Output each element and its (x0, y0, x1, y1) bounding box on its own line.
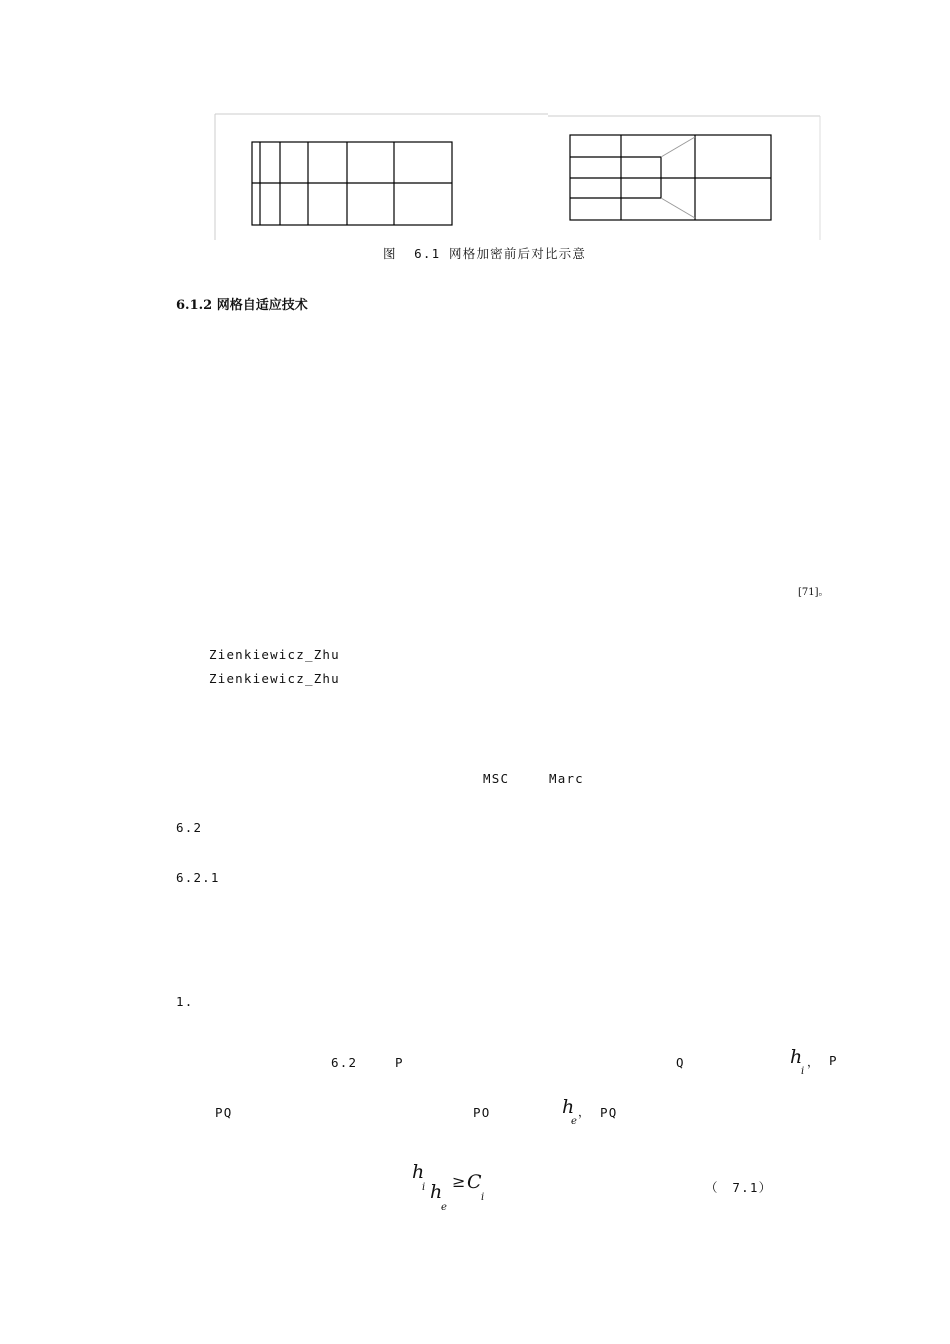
math-geq: ≥ (452, 1172, 466, 1191)
list-item: Zienkiewicz_Zhu (209, 671, 710, 686)
text-segment: Q (676, 1055, 767, 1070)
citation: [71]。 (798, 587, 829, 598)
text-line (176, 719, 724, 737)
text-line (176, 943, 724, 961)
text-marc: Marc (549, 771, 694, 786)
text-segment (176, 1053, 299, 1071)
text-line (176, 769, 436, 787)
math-h: h (562, 1096, 575, 1118)
math-c: C (467, 1171, 482, 1193)
list-item (209, 620, 634, 638)
text-segment: P (829, 1053, 838, 1068)
text-segment: 6.2 (331, 1055, 385, 1070)
text-line (176, 345, 724, 363)
item-1-title: 1. (176, 994, 249, 1009)
math-subscript-i: i (481, 1192, 485, 1203)
text-segment: PQ (600, 1105, 700, 1120)
text-line (176, 494, 724, 512)
math-denominator-h: h (430, 1181, 443, 1203)
text-line (176, 469, 724, 487)
text-line (176, 967, 573, 985)
list-item (209, 694, 647, 712)
math-separator: ， (578, 1105, 591, 1119)
text-line (176, 1141, 203, 1159)
text-segment: P (395, 1055, 651, 1070)
math-h: h (790, 1046, 803, 1068)
math-numerator-h: h (412, 1161, 425, 1183)
equation-number: （ 7.1） (705, 1180, 773, 1195)
math-subscript-i: i (801, 1066, 805, 1077)
figure-caption: 图 6.1 网格加密前后对比示意 (383, 246, 587, 261)
text-line (176, 395, 724, 413)
math-subscript-i: i (422, 1182, 426, 1193)
math-separator: ， (807, 1055, 820, 1069)
text-line (176, 918, 724, 936)
text-msc: MSC (483, 771, 537, 786)
text-line (176, 445, 724, 463)
math-subscript-e: e (571, 1116, 577, 1127)
text-line (176, 1017, 724, 1035)
section-heading-6-1-2: 6.1.2 网格自适应技术 (176, 298, 308, 313)
text-segment (720, 1103, 816, 1121)
section-heading-6-2: 6.2 (176, 820, 422, 835)
mesh-after-refinement (568, 132, 778, 224)
section-heading-6-2-1: 6.2.1 (176, 870, 302, 885)
text-line (176, 583, 710, 601)
text-line (176, 893, 724, 911)
text-segment: PQ (215, 1105, 438, 1120)
figure-frame (0, 0, 950, 250)
text-line (176, 420, 724, 438)
text-line (176, 370, 724, 388)
math-subscript-e: e (441, 1202, 447, 1213)
mesh-before-refinement (250, 140, 460, 230)
text-segment (176, 1103, 203, 1121)
text-line (176, 744, 724, 762)
text-line (176, 519, 395, 537)
list-item: Zienkiewicz_Zhu (209, 647, 669, 662)
text-segment: PO (473, 1105, 546, 1120)
text-line (176, 545, 724, 563)
